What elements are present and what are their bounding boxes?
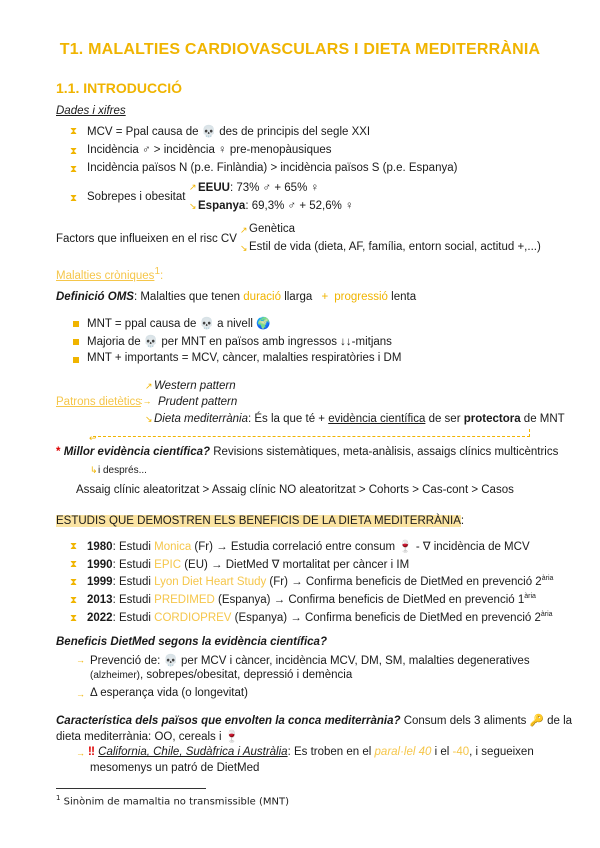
- page-title: T1. MALALTIES CARDIOVASCULARS I DIETA MEDITERRÀNIA: [59, 41, 541, 58]
- dieta-mediterrania: Dieta mediterrània: És la que té + evidència científica de ser protectora de MNT: [154, 413, 565, 425]
- arrow-left-icon: ↩: [89, 433, 97, 443]
- caract-line-1: Característica dels països que envolten la conca mediterrània? Consum dels 3 aliments 🔑 de la: [56, 715, 573, 727]
- arrow-up-icon: ↗: [189, 182, 197, 192]
- dashed-connector: [93, 429, 530, 437]
- hourglass-bullet-icon: ⧗: [70, 559, 78, 570]
- cronic-heading: Malalties cròniques$^1$:: [56, 266, 164, 282]
- beneficis-item-2: Δ esperança vida (o longevitat): [90, 687, 248, 699]
- arrow-right-icon: →: [76, 689, 85, 699]
- list-item: MCV = Ppal causa de 💀 des de principis del segle XXI: [87, 126, 371, 138]
- caract-line-2: dieta mediterrània: OO, cereals i 🍷: [56, 731, 240, 743]
- study-row: 1980: Estudi Monica (Fr) → Estudia correlació entre consum 🍷 - ∇ incidència de MCV: [87, 541, 530, 553]
- hourglass-bullet-icon: ⧗: [70, 193, 78, 204]
- square-bullet-icon: [73, 321, 79, 327]
- prudent-pattern: Prudent pattern: [158, 396, 238, 408]
- study-row: 2022: Estudi CORDIOPREV (Espanya) → Confirma beneficis de DietMed en prevenció $2^{ària}$: [87, 611, 553, 624]
- colon-arrow-icon: :→: [140, 396, 152, 406]
- arrow-right-icon: →: [76, 655, 85, 665]
- arrow-down-icon: ↳: [90, 465, 98, 475]
- estudis-heading: ESTUDIS QUE DEMOSTREN ELS BENEFICIS DE LA DIETA MEDITERRÀNIA:: [56, 515, 465, 527]
- caract-line-4: mesomenys un patró de DietMed: [90, 762, 260, 774]
- western-pattern: Western pattern: [154, 380, 236, 392]
- evidence-chain: Assaig clínic aleatoritzat > Assaig clínic NO aleatoritzat > Cohorts > Cas-cont > Casos: [76, 484, 514, 496]
- footnote-divider: [56, 788, 206, 789]
- beneficis-label: Beneficis DietMed segons la evidència científica?: [56, 636, 327, 648]
- obesitat-label: Sobrepes i obesitat: [87, 191, 186, 203]
- hourglass-bullet-icon: ⧗: [70, 577, 78, 588]
- oms-definition: Definició OMS: Malalties que tenen duració llarga + progressió lenta: [56, 291, 417, 303]
- dades-heading: Dades i xifres: [56, 105, 126, 117]
- list-item: MNT = ppal causa de 💀 a nivell 🌍: [87, 318, 271, 330]
- hourglass-bullet-icon: ⧗: [70, 164, 78, 175]
- factor-genetica: Genètica: [249, 223, 296, 235]
- list-item: MNT + importants = MCV, càncer, malalties respiratòries i DM: [87, 352, 402, 364]
- patrons-label: Patrons dietètics: [56, 396, 142, 408]
- arrow-up-icon: ↗: [240, 225, 248, 235]
- square-bullet-icon: [73, 357, 79, 363]
- hourglass-bullet-icon: ⧗: [70, 126, 78, 137]
- hourglass-bullet-icon: ⧗: [70, 595, 78, 606]
- arrow-up-icon: ↗: [145, 381, 153, 391]
- arrow-down-icon: ↘: [189, 201, 197, 211]
- factor-estil: Estil de vida (dieta, AF, família, entorn social, actitud +,...): [249, 241, 541, 253]
- arrow-right-icon: →: [76, 748, 85, 758]
- square-bullet-icon: [73, 339, 79, 345]
- beneficis-item-1b: (alzheimer), sobrepes/obesitat, depressió i demència: [90, 669, 353, 681]
- list-item: Incidència ♂ > incidència ♀ pre-menopàusiques: [87, 144, 332, 156]
- arrow-down-icon: ↘: [240, 243, 248, 253]
- study-row: 2013: Estudi PREDIMED (Espanya) → Confirma beneficis de DietMed en prevenció $1^{ària}$: [87, 593, 536, 606]
- espanya-line: Espanya: 69,3% ♂ + 52,6% ♀: [198, 200, 354, 212]
- arrow-down-icon: ↘: [145, 414, 153, 424]
- list-item: Incidència països N (p.e. Finlàndia) > incidència països S (p.e. Espanya): [87, 162, 458, 174]
- factors-label: Factors que influeixen en el risc CV: [56, 233, 237, 245]
- millor-evidencia: * Millor evidència científica? Revisions sistemàtiques, meta-anàlisis, assaigs clínics multicèntrics: [56, 446, 559, 458]
- caract-line-3: ‼ California, Chile, Sudàfrica i Austràlia: Es troben en el paral·lel 40 i el -40, i segueixen: [88, 746, 534, 758]
- study-row: 1999: Estudi Lyon Diet Heart Study (Fr) → Confirma beneficis de DietMed en prevenció $2^{ària}$: [87, 575, 554, 588]
- despres-note: i després...: [98, 465, 147, 476]
- hourglass-bullet-icon: ⧗: [70, 541, 78, 552]
- section-heading: 1.1. INTRODUCCIÓ: [56, 80, 183, 96]
- study-row: 1990: Estudi EPIC (EU) → DietMed ∇ mortalitat per càncer i IM: [87, 559, 410, 571]
- hourglass-bullet-icon: ⧗: [70, 146, 78, 157]
- eeuu-line: EEUU: 73% ♂ + 65% ♀: [198, 182, 320, 194]
- list-item: Majoria de 💀 per MNT en països amb ingressos ↓↓-mitjans: [87, 336, 392, 348]
- beneficis-item-1a: Prevenció de: 💀 per MCV i càncer, incidència MCV, DM, SM, malalties degeneratives: [90, 655, 530, 667]
- footnote: $^1$ Sinònim de mamaltia no transmissible (MNT): [56, 794, 290, 808]
- hourglass-bullet-icon: ⧗: [70, 613, 78, 624]
